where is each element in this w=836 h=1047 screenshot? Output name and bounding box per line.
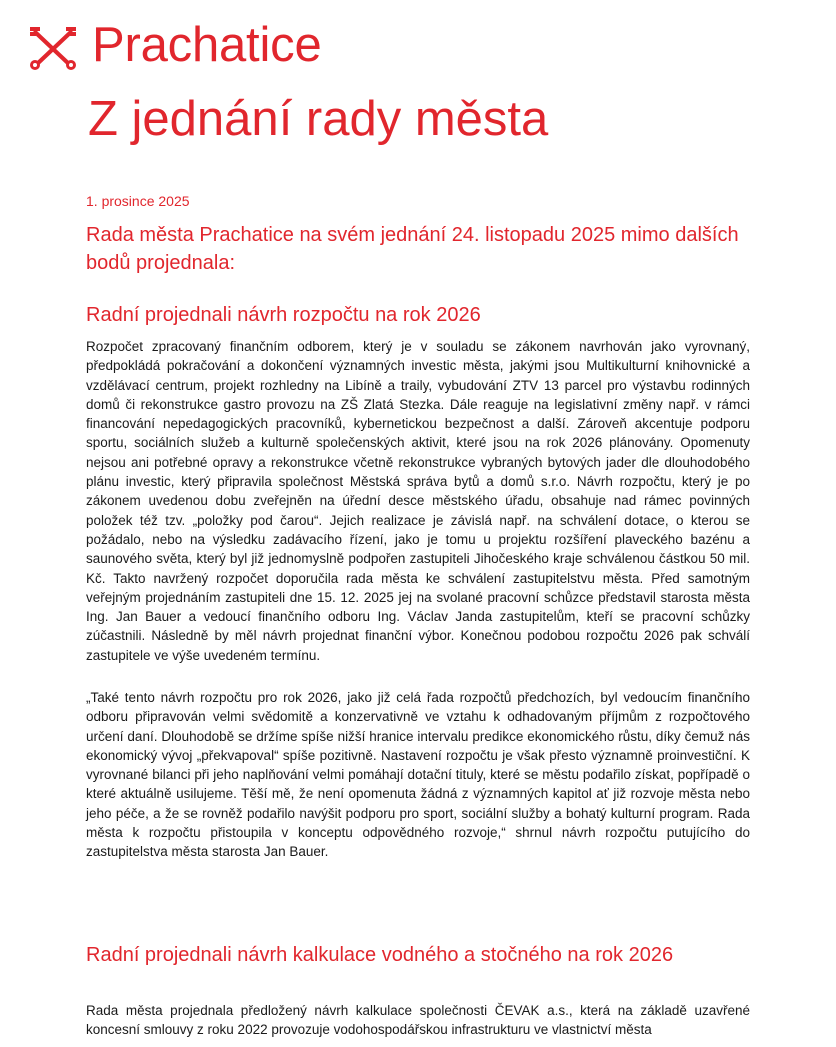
water-paragraph: Rada města projednala předložený návrh kalkulace společnosti ČEVAK a.s., která na základě uzavřené koncesní smlouvy z roku 2022 provozuje vodohospodářskou infrastrukturu ve vlastnictví města [86,1003,750,1038]
page-title: Z jednání rady města [88,92,549,146]
brand-name: Prachatice [92,18,322,72]
budget-quote-paragraph: „Také tento návrh rozpočtu pro rok 2026, jako již celá řada rozpočtů předchozích, byl vedoucím finančního odboru připravován velmi svědomitě a konzervativně ve vztahu k odhadovaným příjmům z rozpočtového určení daní. Dlouhodobě se držíme spíše nižší hranice intervalu predikce ekonomického růstu, díky čemuž nás ekonomický vývoj „překvapoval“ spíše pozitivně. Nastavení rozpočtu je však přesto významně proinvestiční. K vyrovnané bilanci při jeho naplňování velmi pomáhají dotační tituly, které se městu podařilo získat, popřípadě o které aktuálně usilujeme. Těší mě, že není opomenuta žádná z významných kapitol ať již rozvoje města nebo jeho péče, a že se rovněž podařilo navýšit podporu pro sport, sociální služby a bohatý kulturní program. Rada města k rozpočtu přistoupila v konceptu odpovědného rozvoje,“ shrnul návrh rozpočtu putujícího do zastupitelstva města starosta Jan Bauer. [86,690,750,860]
crossed-keys-icon [28,25,78,71]
intro-text: Rada města Prachatice na svém jednání 24. listopadu 2025 mimo dalších bodů projednala: [86,224,739,274]
budget-paragraph: Rozpočet zpracovaný finančním odborem, který je v souladu se zákonem navrhován jako vyrovnaný, předpokládá pokračování a dokončení významných investic města, jakými jsou Multikulturní knihovnické a vzdělávací centrum, projekt rozhledny na Libíně a traily, vybudování ZTV 13 parcel pro výstavbu rodinných domů či rekonstrukce gastro provozu na ZŠ Zlatá Stezka. Dále reaguje na legislativní změny např. v rámci financování nepedagogických pracovníků, kybernetickou bezpečnost a další. Zároveň akcentuje podporu sportu, sociálních služeb a kulturně společenských aktivit, které jsou na rok 2026 plánovány. Opomenuty nejsou ani potřebné opravy a rekonstrukce včetně rekonstrukce vybraných bytových jader dle dlouhodobého plánu investic, který připravila společnost Městská správa bytů a domů s.r.o. Návrh rozpočtu, který je po zákonem uvedenou dobu zveřejněn na úřední desce městského úřadu, obsahuje nad rámec povinných položek též tzv. „položky pod čarou“. Jejich realizace je závislá např. na schválení dotace, o kterou se požádalo, nebo na výsledku zadávacího řízení, jako je tomu u projektu rozšíření plaveckého bazénu a saunového světa, který byl již jednomyslně podpořen zastupiteli Jihočeského kraje schválenou částkou 50 mil. Kč. Takto navržený rozpočet doporučila rada města ke schválení zastupitelstvu města. Před samotným veřejným projednáním zastupiteli dne 15. 12. 2025 jej na svolané pracovní schůzce představil starosta města Ing. Jan Bauer a vedoucí finančního odboru Ing. Václav Janda zastupitelům, kteří se pracovní schůzky zúčastnili. Následně by měl návrh projednat finanční výbor. Konečnou podobou rozpočtu 2026 pak schválí zastupitele ve výše uvedeném termínu. [86,339,750,663]
section-heading-water: Radní projednali návrh kalkulace vodného a stočného na rok 2026 [86,944,674,966]
section-heading-budget: Radní projednali návrh rozpočtu na rok 2026 [86,304,481,326]
publication-date: 1. prosince 2025 [86,193,190,209]
